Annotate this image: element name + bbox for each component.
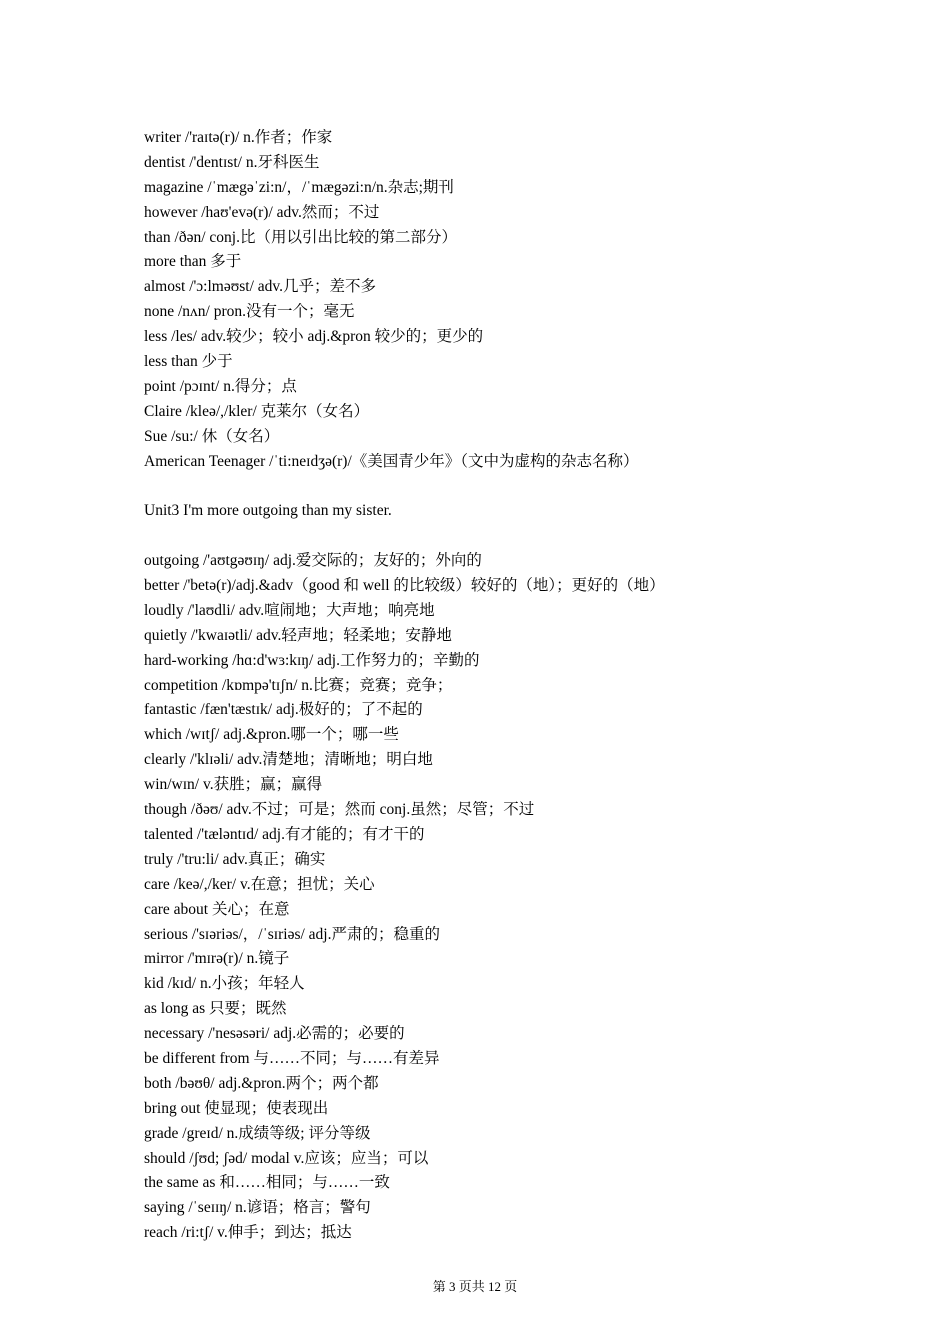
vocab-entry-quietly: quietly /'kwaɪətli/ adv.轻声地；轻柔地；安静地: [144, 626, 452, 644]
vocab-entry-which: which /wɪtʃ/ adj.&pron.哪一个；哪一些: [144, 726, 399, 744]
vocab-entry-be-different-from: be different from 与……不同；与……有差异: [144, 1049, 440, 1067]
vocab-entry-than: than /ðən/ conj.比（用以引出比较的第二部分）: [144, 228, 457, 246]
vocab-entry-kid: kid /kɪd/ n.小孩；年轻人: [144, 975, 305, 993]
unit-heading: Unit3 I'm more outgoing than my sister.: [144, 502, 392, 520]
vocab-entry-should: should /ʃʊd; ʃəd/ modal v.应该；应当；可以: [144, 1149, 429, 1167]
vocab-entry-sue: Sue /su:/ 休（女名）: [144, 427, 280, 445]
vocab-entry-care: care /keə/,/ker/ v.在意；担忧；关心: [144, 875, 375, 893]
vocab-entry-talented: talented /'tæləntɪd/ adj.有才能的；有才干的: [144, 825, 425, 843]
vocab-entry-truly: truly /'tru:li/ adv.真正；确实: [144, 850, 326, 868]
vocab-entry-though: though /ðəʊ/ adv.不过；可是；然而 conj.虽然；尽管；不过: [144, 801, 535, 819]
vocab-entry-saying: saying /ˈseɪɪŋ/ n.谚语；格言；警句: [144, 1199, 371, 1217]
vocab-entry-more-than: more than 多于: [144, 253, 242, 271]
vocab-entry-dentist: dentist /'dentɪst/ n.牙科医生: [144, 153, 320, 171]
vocab-entry-better: better /'betə(r)/adj.&adv（good 和 well 的比较级）较好的（地）；更好的（地）: [144, 577, 665, 595]
vocab-entry-hard-working: hard-working /hɑ:d'wɜ:kɪŋ/ adj.工作努力的；辛勤的: [144, 651, 480, 669]
vocab-entry-competition: competition /kɒmpə'tɪʃn/ n.比赛；竞赛；竞争；: [144, 676, 453, 694]
vocab-entry-loudly: loudly /'laʊdli/ adv.喧闹地；大声地；响亮地: [144, 601, 435, 619]
vocab-entry-magazine: magazine /ˈmægəˈzi:n/，/ˈmægəzi:n/n.杂志;期刊: [144, 178, 454, 196]
vocab-entry-mirror: mirror /'mɪrə(r)/ n.镜子: [144, 950, 290, 968]
vocab-entry-serious: serious /'sɪəriəs/，/ˈsɪriəs/ adj.严肃的；稳重的: [144, 925, 440, 943]
vocab-entry-the-same-as: the same as 和……相同；与……一致: [144, 1174, 390, 1192]
spacer: [144, 524, 844, 549]
vocab-entry-grade: grade /greɪd/ n.成绩等级; 评分等级: [144, 1124, 371, 1142]
vocab-entry-writer: writer /'raɪtə(r)/ n.作者；作家: [144, 129, 333, 146]
vocab-entry-as-long-as: as long as 只要；既然: [144, 1000, 287, 1018]
vocab-entry-claire: Claire /kleə/,/kler/ 克莱尔（女名）: [144, 402, 370, 420]
vocab-entry-almost: almost /'ɔ:lməʊst/ adv.几乎；差不多: [144, 278, 377, 296]
vocab-entry-fantastic: fantastic /fæn'tæstɪk/ adj.极好的；了不起的: [144, 701, 423, 719]
vocab-entry-outgoing: outgoing /'aʊtgəʊɪŋ/ adj.爱交际的；友好的；外向的: [144, 552, 482, 570]
vocab-entry-american-teenager: American Teenager /ˈti:neɪdʒə(r)/《美国青少年》（文中为虚构的杂志名称）: [144, 452, 639, 470]
vocab-entry-both: both /bəʊθ/ adj.&pron.两个；两个都: [144, 1074, 379, 1092]
vocab-entry-none: none /nʌn/ pron.没有一个；毫无: [144, 303, 355, 321]
vocab-entry-necessary: necessary /'nesəsəri/ adj.必需的；必要的: [144, 1025, 405, 1043]
vocab-entry-clearly: clearly /'klɪəli/ adv.清楚地；清晰地；明白地: [144, 751, 433, 769]
vocab-entry-reach: reach /ri:tʃ/ v.伸手；到达；抵达: [144, 1224, 352, 1242]
vocab-entry-win: win/wɪn/ v.获胜；赢；赢得: [144, 776, 323, 794]
vocab-entry-bring-out: bring out 使显现；使表现出: [144, 1099, 329, 1117]
page-number-footer: 第 3 页共 12 页: [432, 1279, 518, 1294]
vocab-entry-less: less /les/ adv.较少；较小 adj.&pron 较少的；更少的: [144, 328, 484, 346]
vocab-entry-however: however /haʊ'evə(r)/ adv.然而；不过: [144, 203, 380, 221]
vocab-entry-point: point /pɔɪnt/ n.得分；点: [144, 377, 297, 395]
vocab-entry-less-than: less than 少于: [144, 353, 233, 371]
vocabulary-list: [144, 126, 844, 1246]
vocab-entry-care-about: care about 关心；在意: [144, 900, 290, 918]
spacer: [144, 474, 844, 499]
